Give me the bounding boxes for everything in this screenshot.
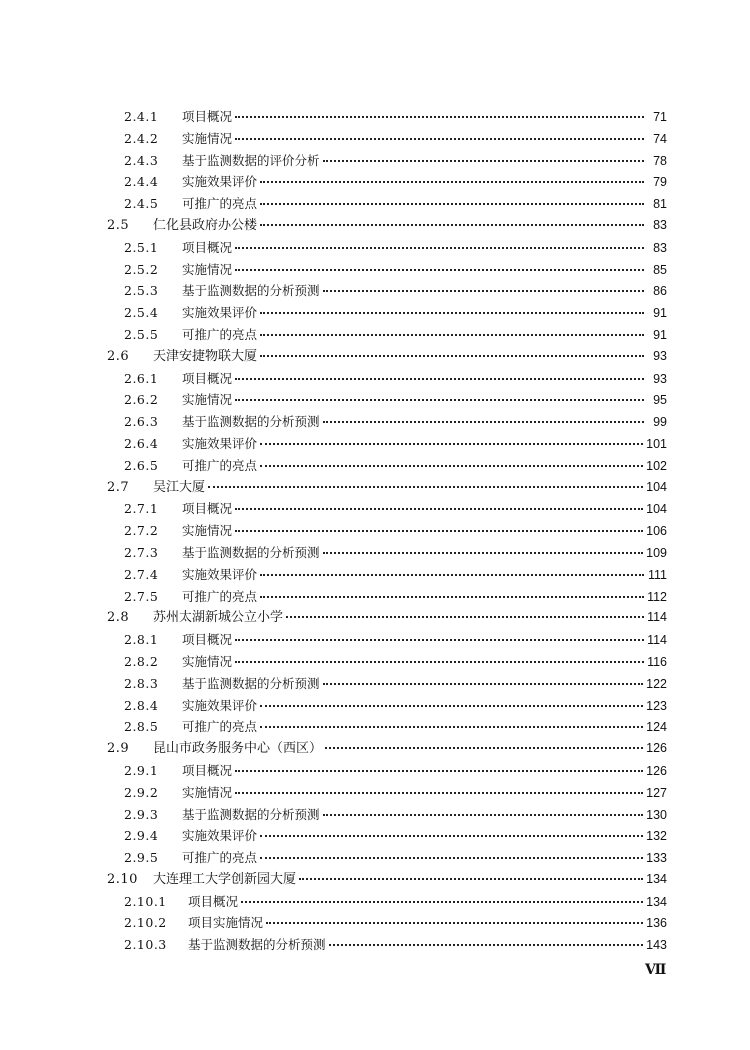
toc-entry-page-number: 93 [653,371,667,386]
toc-entry-page-number: 79 [653,175,667,190]
toc-entry-title: 项目概况 [182,239,233,255]
dot-leader [260,224,644,226]
toc-entry-page-number: 93 [653,348,667,363]
toc-entry-title: 苏州太湖新城公立小学 [153,610,284,626]
toc-entry-page-number: 85 [653,262,667,277]
toc-entry-number: 2.8.5 [124,719,159,735]
toc-subsection-entry[interactable] [107,716,667,738]
toc-entry-number: 2.7.4 [124,566,159,582]
toc-entry-title: 实施情况 [182,653,233,669]
toc-section-entry[interactable] [107,607,667,629]
toc-entry-number: 2.6.3 [124,414,159,430]
toc-subsection-entry[interactable] [107,237,667,259]
toc-subsection-entry[interactable] [107,433,667,455]
toc-subsection-entry[interactable] [107,259,667,281]
toc-entry-title: 实施情况 [182,784,233,800]
toc-entry-number: 2.9.5 [124,850,159,866]
toc-entry-page-number: 136 [646,916,667,931]
dot-leader [266,922,643,924]
dot-leader [323,814,644,816]
toc-entry-page-number: 124 [646,720,667,735]
dot-leader [235,399,644,401]
toc-entry-page-number: 143 [646,938,667,953]
toc-entry-number: 2.4.3 [124,152,159,168]
toc-entry-title: 天津安捷物联大厦 [153,348,258,364]
dot-leader [260,705,643,707]
toc-subsection-entry[interactable] [107,760,667,782]
dot-leader [235,247,644,249]
toc-entry-page-number: 99 [653,415,667,430]
dot-leader [260,835,643,837]
toc-entry-title: 实施效果评价 [182,305,258,321]
dot-leader [208,486,643,488]
toc-entry-page-number: 86 [653,284,667,299]
toc-entry-number: 2.7.3 [124,544,159,560]
toc-entry-page-number: 83 [653,240,667,255]
toc-subsection-entry[interactable] [107,804,667,826]
page-folio: Ⅶ [645,962,667,978]
dot-leader [241,901,643,903]
toc-entry-title: 可推广的亮点 [182,850,258,866]
toc-entry-number: 2.4.4 [124,174,159,190]
table-of-contents [107,106,667,956]
toc-subsection-entry[interactable] [107,520,667,542]
toc-subsection-entry[interactable] [107,782,667,804]
toc-entry-title: 基于监测数据的分析预测 [182,544,320,560]
toc-entry-number: 2.7 [107,479,130,495]
toc-entry-page-number: 95 [653,393,667,408]
toc-entry-page-number: 123 [646,698,667,713]
dot-leader [260,726,643,728]
dot-leader [260,465,643,467]
toc-entry-page-number: 81 [653,197,667,212]
toc-section-entry[interactable] [107,477,667,499]
toc-entry-title: 吴江大厦 [153,479,206,495]
toc-subsection-entry[interactable] [107,891,667,913]
toc-entry-page-number: 83 [653,217,667,232]
toc-entry-page-number: 106 [646,524,667,539]
dot-leader [235,116,644,118]
toc-entry-title: 大连理工大学创新园大厦 [153,871,297,887]
toc-entry-number: 2.7.2 [124,523,159,539]
toc-subsection-entry[interactable] [107,368,667,390]
dot-leader [323,290,644,292]
toc-entry-page-number: 122 [646,676,667,691]
toc-section-entry[interactable] [107,346,667,368]
dot-leader [260,203,644,205]
toc-subsection-entry[interactable] [107,280,667,302]
toc-entry-page-number: 91 [653,306,667,321]
toc-subsection-entry[interactable] [107,302,667,324]
dot-leader [323,160,644,162]
toc-entry-page-number: 134 [646,871,667,886]
toc-entry-page-number: 130 [646,807,667,822]
toc-subsection-entry[interactable] [107,128,667,150]
toc-subsection-entry[interactable] [107,324,667,346]
dot-leader [286,616,644,618]
toc-entry-title: 可推广的亮点 [182,588,258,604]
dot-leader [235,378,644,380]
toc-section-entry[interactable] [107,869,667,891]
toc-entry-page-number: 133 [646,851,667,866]
toc-entry-number: 2.4.2 [124,130,159,146]
toc-entry-title: 仁化县政府办公楼 [153,217,258,233]
toc-entry-title: 实施效果评价 [182,174,258,190]
toc-subsection-entry[interactable] [107,171,667,193]
toc-entry-number: 2.10.3 [124,937,167,953]
toc-entry-number: 2.5.2 [124,261,159,277]
toc-section-entry[interactable] [107,738,667,760]
toc-subsection-entry[interactable] [107,564,667,586]
toc-entry-page-number: 109 [646,545,667,560]
toc-subsection-entry[interactable] [107,150,667,172]
toc-entry-number: 2.4.1 [124,109,159,124]
dot-leader [260,334,644,336]
toc-entry-page-number: 134 [646,894,667,909]
toc-entry-title: 基于监测数据的分析预测 [182,806,320,822]
dot-leader [260,857,643,859]
toc-entry-page-number: 112 [647,589,667,604]
toc-entry-title: 实施情况 [182,130,233,146]
dot-leader [235,639,644,641]
toc-entry-title: 项目概况 [182,501,233,517]
toc-entry-page-number: 111 [647,567,667,582]
toc-entry-number: 2.10.2 [124,915,167,931]
toc-subsection-entry[interactable] [107,498,667,520]
toc-entry-number: 2.7.5 [124,588,159,604]
toc-entry-page-number: 114 [647,633,667,648]
toc-subsection-entry[interactable] [107,389,667,411]
toc-entry-number: 2.8.3 [124,675,159,691]
toc-entry-number: 2.6.2 [124,392,159,408]
dot-leader [260,596,644,598]
toc-entry-number: 2.6.1 [124,370,159,386]
dot-leader [260,355,644,357]
dot-leader [260,574,644,576]
toc-entry-title: 可推广的亮点 [182,326,258,342]
dot-leader [235,770,643,772]
toc-subsection-entry[interactable] [107,106,667,128]
toc-entry-page-number: 132 [646,829,667,844]
toc-entry-title: 项目概况 [182,762,233,778]
toc-entry-title: 项目概况 [182,109,233,124]
dot-leader [329,944,644,946]
toc-entry-title: 项目实施情况 [188,915,264,931]
toc-subsection-entry[interactable] [107,912,667,934]
dot-leader [323,421,644,423]
toc-entry-page-number: 114 [647,610,667,625]
toc-entry-title: 项目概况 [182,632,233,648]
toc-entry-title: 可推广的亮点 [182,457,258,473]
toc-entry-title: 基于监测数据的分析预测 [182,283,320,299]
toc-entry-title: 实施情况 [182,261,233,277]
toc-entry-title: 可推广的亮点 [182,719,258,735]
dot-leader [235,661,644,663]
toc-entry-page-number: 78 [653,153,667,168]
toc-entry-number: 2.9.1 [124,762,159,778]
toc-entry-page-number: 116 [647,654,667,669]
toc-entry-title: 项目概况 [188,893,239,909]
toc-entry-number: 2.5 [107,217,130,233]
toc-entry-number: 2.9 [107,741,130,757]
toc-entry-title: 可推广的亮点 [182,196,258,212]
toc-subsection-entry[interactable] [107,695,667,717]
toc-entry-number: 2.5.5 [124,326,159,342]
toc-entry-number: 2.9.4 [124,828,159,844]
toc-entry-number: 2.5.4 [124,305,159,321]
toc-subsection-entry[interactable] [107,934,667,956]
toc-entry-page-number: 126 [646,741,667,756]
toc-entry-number: 2.8.2 [124,653,159,669]
toc-subsection-entry[interactable] [107,629,667,651]
toc-entry-title: 实施效果评价 [182,566,258,582]
toc-entry-title: 项目概况 [182,370,233,386]
toc-section-entry[interactable] [107,215,667,237]
toc-entry-number: 2.10 [107,871,138,887]
toc-entry-number: 2.9.2 [124,784,159,800]
toc-subsection-entry[interactable] [107,673,667,695]
toc-subsection-entry[interactable] [107,825,667,847]
toc-entry-title: 实施情况 [182,392,233,408]
toc-entry-page-number: 74 [653,131,667,146]
toc-entry-number: 2.6.4 [124,435,159,451]
toc-entry-page-number: 91 [653,327,667,342]
dot-leader [260,312,644,314]
toc-entry-title: 基于监测数据的评价分析 [182,152,320,168]
toc-subsection-entry[interactable] [107,542,667,564]
toc-entry-number: 2.8 [107,610,130,626]
toc-subsection-entry[interactable] [107,455,667,477]
toc-entry-number: 2.4.5 [124,196,159,212]
toc-entry-title: 实施效果评价 [182,828,258,844]
toc-entry-title: 实施效果评价 [182,435,258,451]
dot-leader [323,683,644,685]
toc-entry-page-number: 126 [646,763,667,778]
toc-entry-page-number: 101 [646,436,667,451]
dot-leader [235,792,643,794]
toc-subsection-entry[interactable] [107,586,667,608]
toc-subsection-entry[interactable] [107,411,667,433]
dot-leader [299,878,643,880]
toc-entry-title: 基于监测数据的分析预测 [182,414,320,430]
toc-entry-page-number: 104 [646,479,667,494]
toc-entry-number: 2.6.5 [124,457,159,473]
toc-entry-number: 2.8.1 [124,632,159,648]
toc-entry-title: 基于监测数据的分析预测 [188,937,326,953]
toc-subsection-entry[interactable] [107,847,667,869]
toc-entry-number: 2.6 [107,348,130,364]
toc-subsection-entry[interactable] [107,193,667,215]
toc-entry-page-number: 127 [646,785,667,800]
dot-leader [325,747,643,749]
toc-entry-title: 基于监测数据的分析预测 [182,675,320,691]
toc-entry-number: 2.5.3 [124,283,159,299]
dot-leader [323,552,644,554]
dot-leader [235,530,643,532]
toc-entry-number: 2.10.1 [124,893,167,909]
toc-entry-title: 实施效果评价 [182,697,258,713]
toc-entry-number: 2.8.4 [124,697,159,713]
dot-leader [260,443,643,445]
dot-leader [235,508,643,510]
toc-entry-page-number: 71 [653,110,667,124]
toc-entry-page-number: 104 [646,502,667,517]
toc-entry-number: 2.7.1 [124,501,159,517]
toc-entry-number: 2.5.1 [124,239,159,255]
dot-leader [260,181,644,183]
dot-leader [235,269,644,271]
toc-entry-page-number: 102 [646,458,667,473]
toc-entry-title: 实施情况 [182,523,233,539]
dot-leader [235,138,644,140]
toc-subsection-entry[interactable] [107,651,667,673]
toc-entry-title: 昆山市政务服务中心（西区） [153,741,323,757]
toc-entry-number: 2.9.3 [124,806,159,822]
